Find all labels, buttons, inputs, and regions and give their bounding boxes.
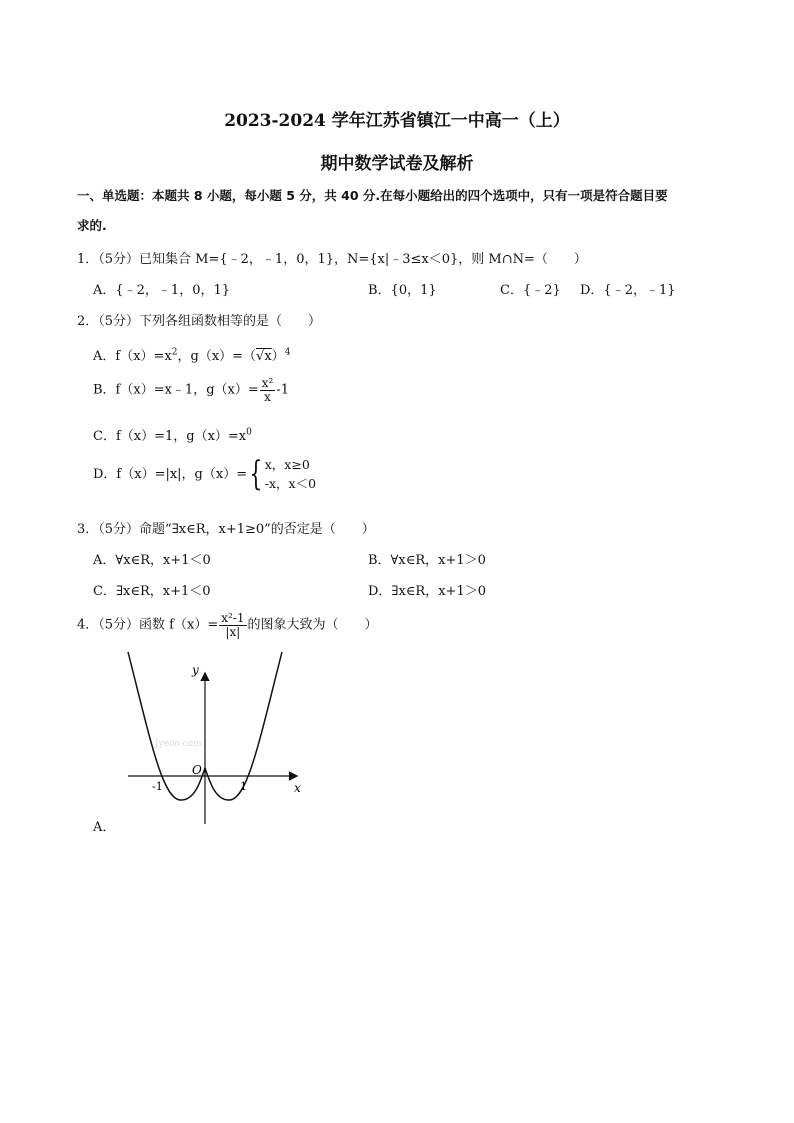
q2-option-a [93, 345, 290, 364]
tick-label-pos1: 1 [240, 780, 247, 793]
x-axis-label: x [294, 781, 301, 795]
q4-stem-post: 的图象大致为（ ） [247, 617, 378, 633]
title-line-1: 2023-2024 学年江苏省镇江一中高一（上） [224, 111, 570, 131]
q3-stem: 3．（5分）命题“∃x∈R，x+1≥0”的否定是（ ） [77, 522, 375, 537]
section-header-line-2: 求的. [77, 218, 107, 233]
q3-option-d: D．∃x∈R，x+1＞0 [368, 584, 486, 599]
q2-option-b [93, 377, 289, 403]
q2-option-c [93, 425, 252, 444]
q2-d-cases [265, 455, 316, 494]
q2-a-mid: ，g（x）=（ [177, 349, 257, 364]
q2-a-post: ） [271, 349, 285, 364]
section-header-line-1: 一、单选题：本题共 8 小题，每小题 5 分，共 40 分.在每小题给出的四个选项中，只有一项是符合题目要 [77, 188, 668, 203]
q1-stem: 1．（5分）已知集合 M={﹣2，﹣1，0，1}，N={x|﹣3≤x＜0}，则 M∩N=（ ） [77, 252, 587, 267]
q2-a-sqrt: √x [256, 349, 272, 364]
origin-label: O [192, 763, 202, 777]
q2-b-fraction [260, 377, 276, 403]
q2-d-case-2: -x，x＜0 [264, 476, 317, 492]
q3-option-a: A．∀x∈R，x+1＜0 [93, 553, 211, 568]
q2-d-pre: D．f（x）=|x|，g（x）= [93, 466, 248, 482]
q4-den: |x| [225, 624, 241, 639]
title-line-2: 期中数学试卷及解析 [320, 154, 474, 174]
q2-b-post: -1 [276, 382, 289, 398]
q1-option-d: D．{﹣2，﹣1} [580, 283, 676, 298]
q1-option-c: C．{﹣2} [500, 283, 561, 298]
graph-watermark: Jyeoo.com [155, 739, 202, 749]
q2-a-sup2: 4 [284, 347, 291, 358]
q3-option-c: C．∃x∈R，x+1＜0 [93, 584, 211, 599]
curve-right-branch [205, 652, 282, 800]
q1-option-b: B．{0，1} [368, 283, 437, 298]
q2-a-pre: A．f（x）=x [93, 349, 172, 364]
q4-fraction [219, 612, 246, 638]
q2-c-sup: 0 [246, 427, 252, 438]
q1-option-a: A．{﹣2，﹣1，0，1} [93, 283, 231, 298]
q2-b-num: x² [261, 376, 274, 390]
q4-option-a-graph [110, 648, 310, 828]
q2-option-d [93, 455, 316, 494]
q2-a-sup: 2 [171, 347, 178, 358]
q4-num: x²-1 [221, 611, 245, 625]
q4-stem [77, 612, 378, 638]
left-brace-icon: { [249, 454, 263, 495]
y-axis-label: y [192, 663, 199, 677]
q2-c-pre: C．f（x）=1，g（x）=x [93, 429, 247, 444]
q2-b-den: x [264, 389, 271, 404]
q2-d-case-1: x，x≥0 [264, 457, 310, 472]
tick-label-neg1: -1 [152, 780, 163, 793]
q4-option-a-label: A． [93, 820, 116, 835]
q3-option-b: B．∀x∈R，x+1＞0 [368, 553, 486, 568]
q2-b-pre: B．f（x）=x﹣1，g（x）= [93, 382, 259, 398]
q4-stem-pre: 4．（5分）函数 f（x）= [77, 617, 219, 633]
q2-stem: 2．（5分）下列各组函数相等的是（ ） [77, 314, 322, 329]
